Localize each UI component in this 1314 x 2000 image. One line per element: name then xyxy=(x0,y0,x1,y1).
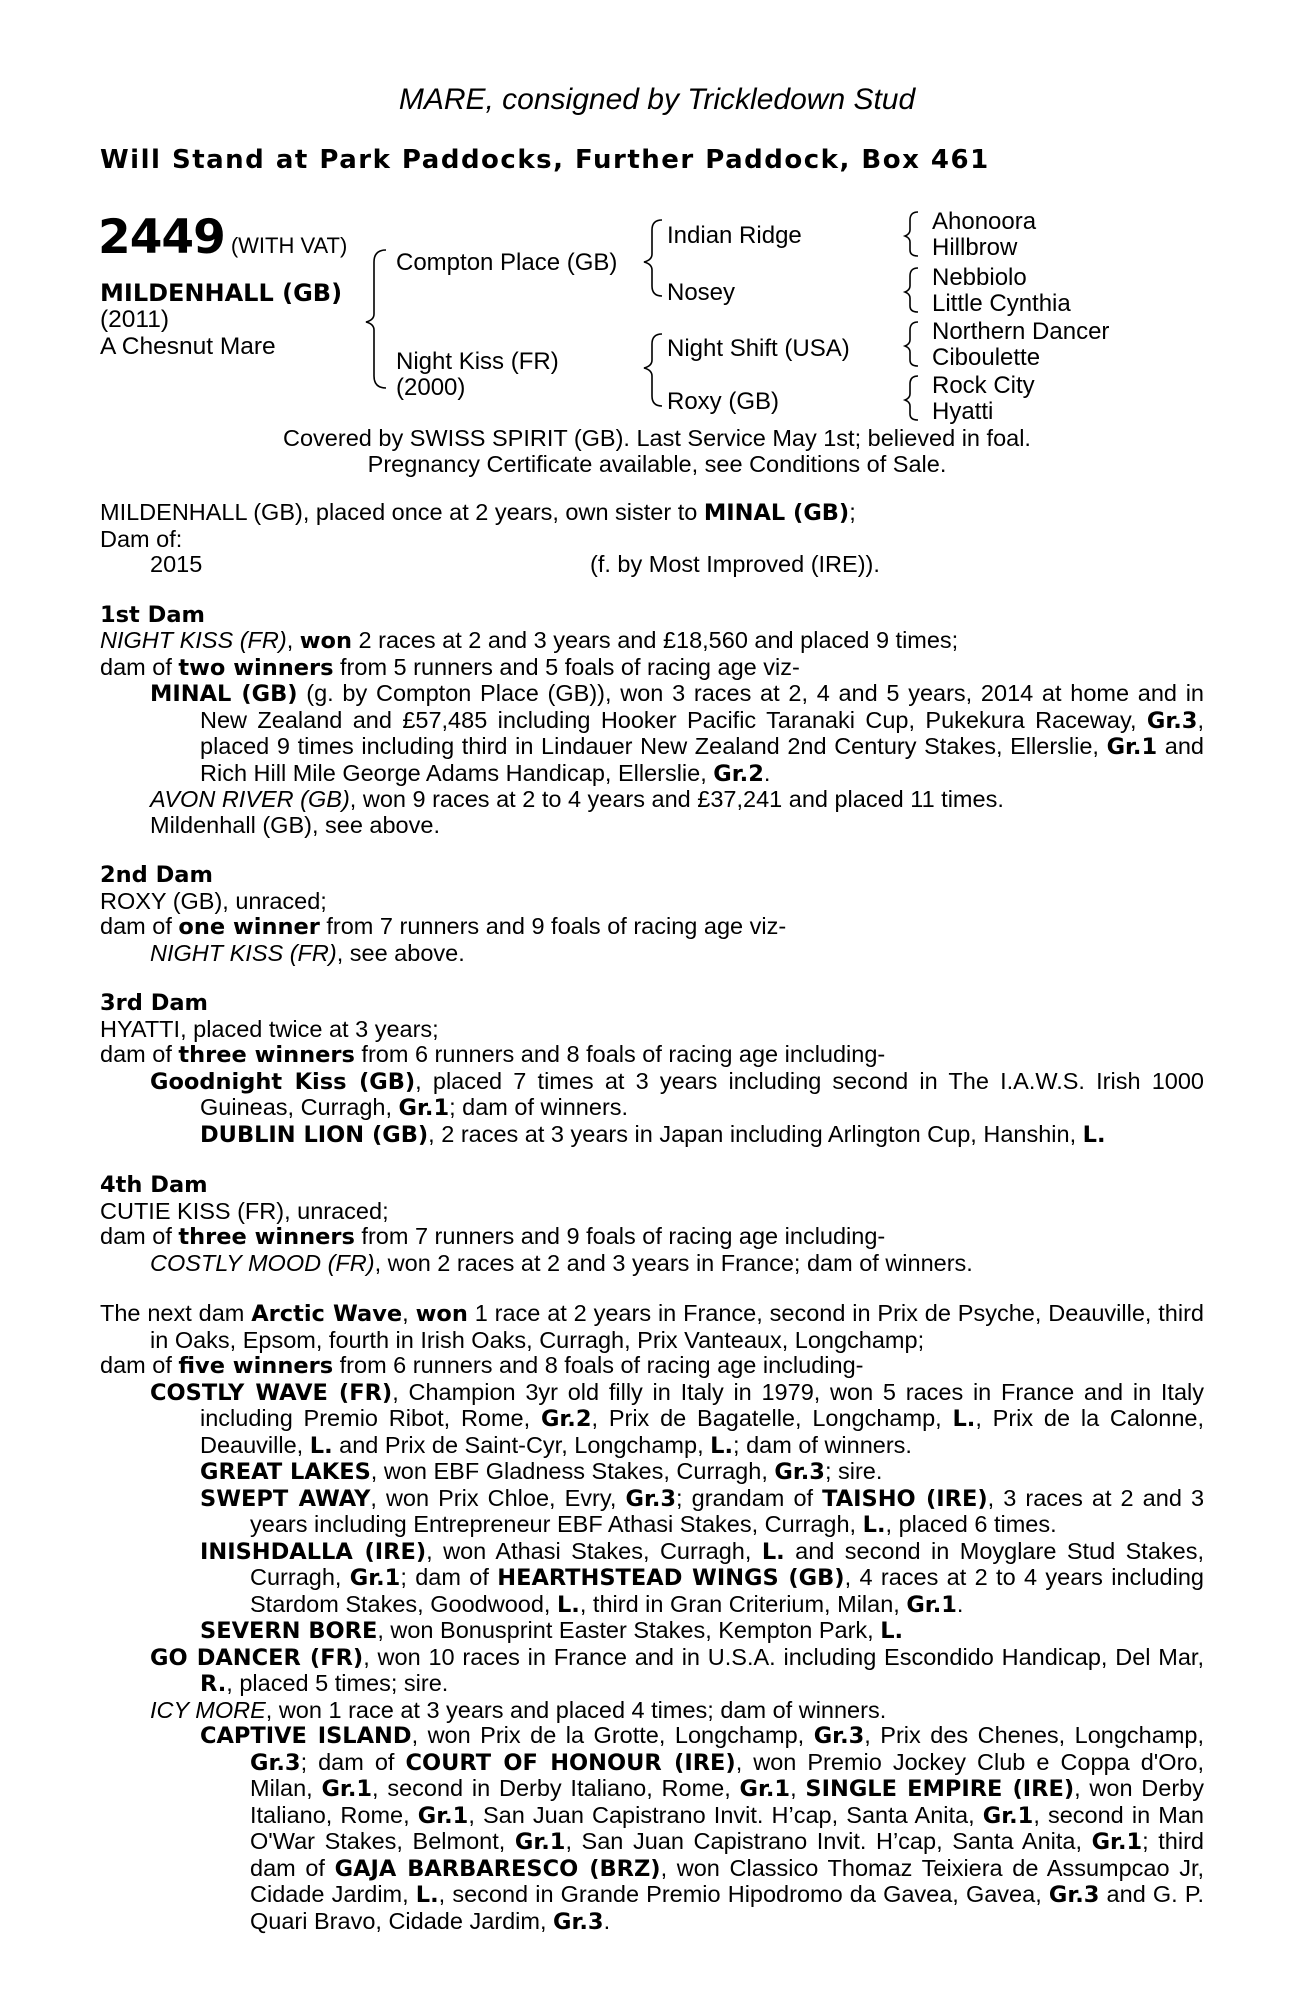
third-dam-line: HYATTI, placed twice at 3 years; xyxy=(100,1015,439,1042)
ancestor-2: Hillbrow xyxy=(932,234,1018,261)
dam-year: (2000) xyxy=(396,374,466,401)
progeny-go-dancer: GO DANCER (FR), won 10 races in France and in U.S.A. including Escondido Handicap, Del Mar, R., placed 5 times; sire. xyxy=(150,1643,1204,1697)
bracket-g4 xyxy=(905,376,918,420)
pedigree-brackets xyxy=(0,0,1314,440)
progeny-costly-wave: COSTLY WAVE (FR), Champion 3yr old filly in Italy in 1979, won 5 races in France and in Italy including Premio Ribot, Rome, Gr.2, Prix de Bagatelle, Longchamp, L., Prix de la Calonne, Deauville, L. and Prix de Saint-Cyr, Longchamp, L.; dam of winners. xyxy=(150,1378,1205,1459)
produce-intro: MILDENHALL (GB), placed once at 2 years, own sister to MINAL (GB); xyxy=(100,499,856,526)
dam-bracket xyxy=(644,334,662,406)
progeny-captive-island: CAPTIVE ISLAND, won Prix de la Grotte, Longchamp, Gr.3, Prix des Chenes, Longchamp, Gr.3; dam of COURT OF HONOUR (IRE), won Premio Jockey Club e Coppa d'Oro, Milan, Gr.1, second in Derby Italiano, Rome, Gr.1, SINGLE EMPIRE (IRE), won Derby Italiano, Rome, Gr.1, San Juan Capistrano Invit. H’cap, Santa Anita, Gr.1, second in Man O'War Stakes, Belmont, Gr.1, San Juan Capistrano Invit. H’cap, Santa Anita, Gr.1; third dam of GAJA BARBARESCO (BRZ), won Classico Thomaz Teixiera de Assumpcao Jr, Cidade Jardim, L., second in Grande Premio Hipodromo da Gavea, Gavea, Gr.3 and G. P. Quari Bravo, Cidade Jardim, Gr.3. xyxy=(200,1722,1205,1935)
ancestor-5: Northern Dancer xyxy=(932,318,1110,345)
progeny-swept-away: SWEPT AWAY, won Prix Chloe, Evry, Gr.3; grandam of TAISHO (IRE), 3 races at 2 and 3 years including Entrepreneur EBF Athasi Stakes, Curragh, L., placed 6 times. xyxy=(200,1484,1205,1538)
progeny-minal: MINAL (GB) (g. by Compton Place (GB)), won 3 races at 2, 4 and 5 years, 2014 at home and in New Zealand and £57,485 including Hooker Pacific Taranaki Cup, Pukekura Raceway, Gr.3, placed 9 times including third in Lindauer New Zealand 2nd Century Stakes, Ellerslie, Gr.1 and Rich Hill Mile George Adams Handicap, Ellerslie, Gr.2. xyxy=(150,680,1204,787)
bracket-g2 xyxy=(905,268,918,312)
third-dam-produce: dam of three winners from 6 runners and 8 foals of racing age including- xyxy=(100,1041,886,1068)
stabling-location: Will Stand at Park Paddocks, Further Paddock, Box 461 xyxy=(100,145,990,175)
dam: Night Kiss (FR) xyxy=(396,348,559,375)
sire-bracket xyxy=(644,220,662,296)
second-dam-heading: 2nd Dam xyxy=(100,862,213,888)
vat-label: (WITH VAT) xyxy=(230,233,348,258)
consignor-heading: MARE, consigned by Trickledown Stud xyxy=(398,83,916,116)
ancestor-4: Little Cynthia xyxy=(932,290,1071,317)
catalogue-body xyxy=(100,500,1204,1935)
progeny-great-lakes: GREAT LAKES, won EBF Gladness Stakes, Curragh, Gr.3; sire. xyxy=(200,1458,883,1485)
third-dam-heading: 3rd Dam xyxy=(100,990,208,1016)
second-dam-produce: dam of one winner from 7 runners and 9 foals of racing age viz- xyxy=(100,913,787,940)
progeny-costly-mood: COSTLY MOOD (FR), won 2 races at 2 and 3 years in France; dam of winners. xyxy=(150,1249,973,1276)
horse-description: A Chesnut Mare xyxy=(100,333,276,360)
sire-dam: Nosey xyxy=(667,279,736,306)
dam-sire: Night Shift (USA) xyxy=(667,335,850,362)
dam-of-label: Dam of: xyxy=(100,525,183,552)
fourth-dam-heading: 4th Dam xyxy=(100,1172,208,1198)
next-dam-produce: dam of five winners from 6 runners and 8 foals of racing age including- xyxy=(100,1352,864,1379)
first-dam-heading: 1st Dam xyxy=(100,601,205,628)
progeny-icy-more: ICY MORE, won 1 race at 3 years and placed 4 times; dam of winners. xyxy=(150,1696,887,1723)
next-dam-paragraph: The next dam Arctic Wave, won 1 race at 2 years in France, second in Prix de Psyche, Deauville, third in Oaks, Epsom, fourth in Irish Oaks, Curragh, Prix Vanteaux, Longchamp; xyxy=(100,1300,1204,1353)
main-bracket xyxy=(366,250,386,388)
progeny-night-kiss: NIGHT KISS (FR), see above. xyxy=(150,939,465,966)
produce-record: 2015 (f. by Most Improved (IRE)). xyxy=(150,551,880,577)
fourth-dam-line: CUTIE KISS (FR), unraced; xyxy=(100,1197,389,1224)
covering-line-2: Pregnancy Certificate available, see Conditions of Sale. xyxy=(367,451,947,477)
ancestor-8: Hyatti xyxy=(932,398,994,425)
lot-number: 2449 xyxy=(98,210,225,265)
covering-note xyxy=(0,425,1314,477)
progeny-inishdalla: INISHDALLA (IRE), won Athasi Stakes, Curragh, L. and second in Moyglare Stud Stakes, Curragh, Gr.1; dam of HEARTHSTEAD WINGS (GB), 4 races at 2 to 4 years including Stardom Stakes, Goodwood, L., third in Gran Criterium, Milan, Gr.1. xyxy=(200,1537,1204,1618)
covering-line-1: Covered by SWISS SPIRIT (GB). Last Service May 1st; believed in foal. xyxy=(283,425,1031,451)
first-dam-line: NIGHT KISS (FR), won 2 races at 2 and 3 years and £18,560 and placed 9 times; xyxy=(100,627,959,654)
fourth-dam-produce: dam of three winners from 7 runners and 9 foals of racing age including- xyxy=(100,1223,886,1250)
ancestor-1: Ahonoora xyxy=(932,208,1037,235)
ancestor-6: Ciboulette xyxy=(932,344,1041,371)
bracket-g3 xyxy=(905,322,918,366)
second-dam-line: ROXY (GB), unraced; xyxy=(100,887,327,914)
sire-sire: Indian Ridge xyxy=(667,222,802,249)
first-dam-produce: dam of two winners from 5 runners and 5 foals of racing age viz- xyxy=(100,653,800,681)
progeny-goodnight-kiss: Goodnight Kiss (GB), placed 7 times at 3 years including second in The I.A.W.S. Irish 1000 Guineas, Curragh, Gr.1; dam of winners. xyxy=(150,1067,1204,1121)
ancestor-7: Rock City xyxy=(932,372,1035,399)
progeny-dublin-lion: DUBLIN LION (GB), 2 races at 3 years in Japan including Arlington Cup, Hanshin, L. xyxy=(200,1120,1106,1148)
sire: Compton Place (GB) xyxy=(396,249,618,276)
horse-name: MILDENHALL (GB) xyxy=(100,279,343,307)
progeny-mildenhall: Mildenhall (GB), see above. xyxy=(150,811,440,838)
dam-dam: Roxy (GB) xyxy=(667,388,780,415)
foaling-year: (2011) xyxy=(100,306,170,333)
progeny-avon-river: AVON RIVER (GB), won 9 races at 2 to 4 years and £37,241 and placed 11 times. xyxy=(150,786,1004,812)
progeny-severn-bore: SEVERN BORE, won Bonusprint Easter Stakes, Kempton Park, L. xyxy=(200,1617,904,1644)
ancestor-3: Nebbiolo xyxy=(932,264,1027,291)
bracket-g1 xyxy=(905,212,918,256)
